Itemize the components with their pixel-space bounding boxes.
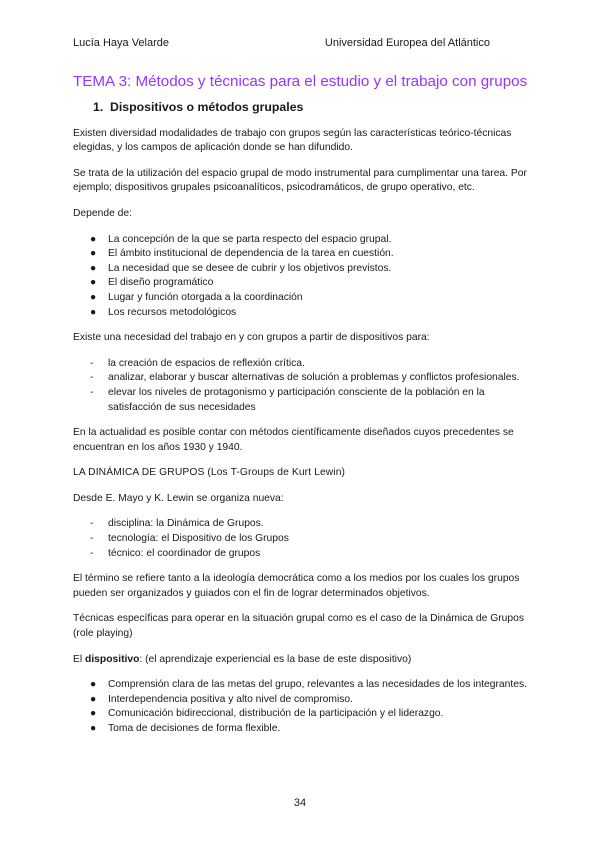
list-item: ● Toma de decisiones de forma flexible. [73,722,533,737]
list-dispositivo [73,678,533,736]
section-number: 1. [93,100,104,114]
list-nueva [73,517,533,561]
dash-marker: - [90,357,94,369]
list-item: - elevar los niveles de protagonismo y participación consciente de la población en la satisfacción de sus necesidades [90,386,485,413]
list-item: ● El ámbito institucional de dependencia de la tarea en cuestión. [73,247,533,262]
dispositivo-term: dispositivo [85,653,140,665]
list-necesidad [73,357,533,415]
dash-marker: - [90,518,94,530]
paragraph-termino: El término se refiere tanto a la ideología democrática como a los medios por los cuales los grupos pueden ser organizados y guiados con el fin de lograr determinados objetivos. [73,573,520,599]
bullet-marker: ● [90,708,97,720]
list-item: ● La necesidad que se desee de cubrir y los objetivos previstos. [73,262,533,277]
bullet-marker: ● [90,306,97,318]
list-item: - técnico: el coordinador de grupos [73,547,533,562]
paragraph-depende: Depende de: [73,207,132,219]
page-header [73,37,527,49]
list-item: ● El diseño programático [73,276,533,291]
list-item: - la creación de espacios de reflexión crítica. [73,357,533,372]
paragraph-tecnicas: Técnicas específicas para operar en la situación grupal como es el caso de la Dinámica de Grupos (role playing) [73,613,525,640]
header-author: Lucía Haya Velarde [73,37,170,49]
header-university: Universidad Europea del Atlántico [324,37,490,49]
list-item: - disciplina: la Dinámica de Grupos. [73,517,533,532]
dash-marker: - [90,533,94,545]
document-body [73,100,533,748]
list-item: - tecnología: el Dispositivo de los Grupos [73,532,533,547]
paragraph-espacio-grupal: Se trata de la utilización del espacio grupal de modo instrumental para cumplimentar una tarea. Por ejemplo; dispositivos grupales psicoanalíticos, psicodramáticos, de grupo operativo, etc. [73,167,527,194]
dash-marker: - [90,547,94,559]
list-item: - analizar, elaborar y buscar alternativas de solución a problemas y conflictos profesionales. [73,371,533,386]
bullet-marker: ● [90,248,97,260]
list-item: ● Los recursos metodológicos [73,306,533,321]
paragraph-mayo-lewin: Desde E. Mayo y K. Lewin se organiza nueva: [73,492,284,504]
paragraph-modalidades: Existen diversidad modalidades de trabajo con grupos según las características teórico-técnicas elegidas, y los campos de aplicación donde se han difundido. [73,127,512,154]
list-item: ● Comunicación bidireccional, distribución de la participación y el liderazgo. [73,707,533,722]
bullet-marker: ● [90,291,97,303]
paragraph-dinamica-grupos: LA DINÁMICA DE GRUPOS (Los T-Groups de Kurt Lewin) [73,467,346,479]
dash-marker: - [90,386,94,398]
bullet-marker: ● [90,233,97,245]
paragraph-actualidad: En la actualidad es posible contar con métodos científicamente diseñados cuyos precedentes se encuentran en los años 1930 y 1940. [73,427,514,453]
list-depende [73,233,533,321]
page-number: 34 [293,797,307,809]
list-item: ● La concepción de la que se parta respecto del espacio grupal. [73,233,533,248]
list-item: ● Comprensión clara de las metas del grupo, relevantes a las necesidades de los integrantes. [73,678,533,693]
bullet-marker: ● [90,277,97,289]
paragraph-dispositivo: El dispositivo: (el aprendizaje experiencial es la base de este dispositivo) [73,653,412,665]
bullet-marker: ● [90,723,97,734]
paragraph-necesidad: Existe una necesidad del trabajo en y con grupos a partir de dispositivos para: [73,332,430,344]
document-title: TEMA 3: Métodos y técnicas para el estudio y el trabajo con grupos [73,73,528,90]
section-title: Dispositivos o métodos grupales [110,100,304,114]
dash-marker: - [90,372,94,384]
list-item: ● Interdependencia positiva y alto nivel de compromiso. [73,693,533,708]
bullet-marker: ● [90,679,97,691]
bullet-marker: ● [90,262,97,274]
list-item: ● Lugar y función otorgada a la coordinación [73,291,533,306]
section-heading [93,100,533,115]
bullet-marker: ● [90,693,97,705]
